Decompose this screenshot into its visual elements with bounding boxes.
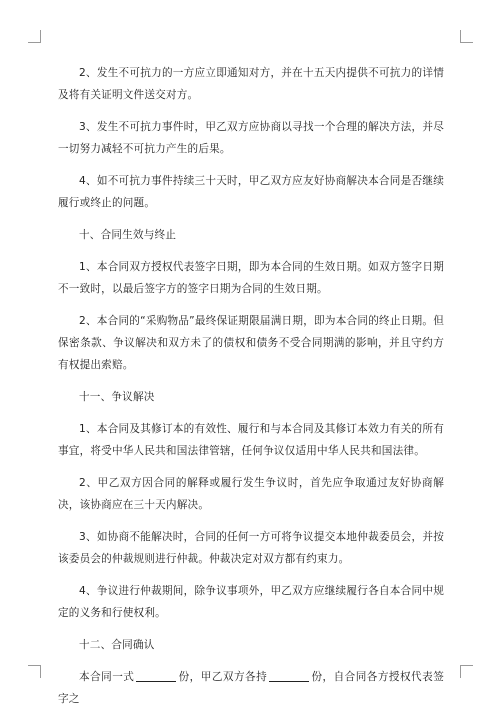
clause-force-majeure-2: 2、发生不可抗力的一方应立即通知对方，并在十五天内提供不可抗力的详情及将有关证明文件送交对方。 bbox=[58, 67, 444, 101]
crop-mark-top-left bbox=[28, 30, 41, 43]
clause-force-majeure-3: 3、发生不可抗力事件时，甲乙双方应协商以寻找一个合理的解决方法，并尽一切努力减轻不可抗力产生的后果。 bbox=[58, 121, 444, 155]
section-heading-confirmation: 十二、合同确认 bbox=[79, 639, 155, 651]
document-body bbox=[58, 62, 444, 720]
clause-force-majeure-4: 4、如不可抗力事件持续三十天时，甲乙双方应友好协商解决本合同是否继续履行或终止的问题。 bbox=[58, 175, 444, 209]
confirm-text-2: 份，甲乙双方各持 bbox=[178, 671, 268, 683]
section-heading-dispute: 十一、争议解决 bbox=[79, 391, 155, 403]
clause-dispute-4: 4、争议进行仲裁期间，除争议事项外，甲乙双方应继续履行各自本合同中规定的义务和行使权利。 bbox=[58, 585, 444, 619]
crop-mark-bottom-left bbox=[28, 665, 41, 678]
crop-mark-top-right bbox=[460, 30, 473, 43]
crop-mark-bottom-right bbox=[460, 665, 473, 678]
clause-dispute-2: 2、甲乙双方因合同的解释或履行发生争议时，首先应争取通过友好协商解决，该协商应在三十天内解决。 bbox=[58, 477, 444, 511]
confirm-text-1: 本合同一式 bbox=[79, 671, 135, 683]
clause-effect-1: 1、本合同双方授权代表签字日期，即为本合同的生效日期。如双方签字日期不一致时，以最后签字方的签字日期为合同的生效日期。 bbox=[58, 261, 444, 295]
clause-dispute-1: 1、本合同及其修订本的有效性、履行和与本合同及其修订本效力有关的所有事宜，将受中华人民共和国法律管辖，任何争议仅适用中华人民共和国法律。 bbox=[58, 423, 444, 457]
clause-dispute-3: 3、如协商不能解决时，合同的任何一方可将争议提交本地仲裁委员会，并按该委员会的仲裁规则进行仲裁。仲裁决定对双方都有约束力。 bbox=[58, 531, 444, 565]
clause-confirmation bbox=[58, 666, 444, 710]
confirm-text-3: 份，自合同各方授权代表签字之 bbox=[58, 671, 444, 705]
copies-each-blank bbox=[269, 669, 309, 682]
clause-effect-2: 2、本合同的“采购物品”最终保证期限届满日期，即为本合同的终止日期。但保密条款、争议解决和双方未了的债权和债务不受合同期满的影响，并且守约方有权提出索赔。 bbox=[58, 315, 444, 371]
copies-total-blank bbox=[136, 669, 176, 682]
section-heading-effect-termination: 十、合同生效与终止 bbox=[79, 229, 177, 241]
